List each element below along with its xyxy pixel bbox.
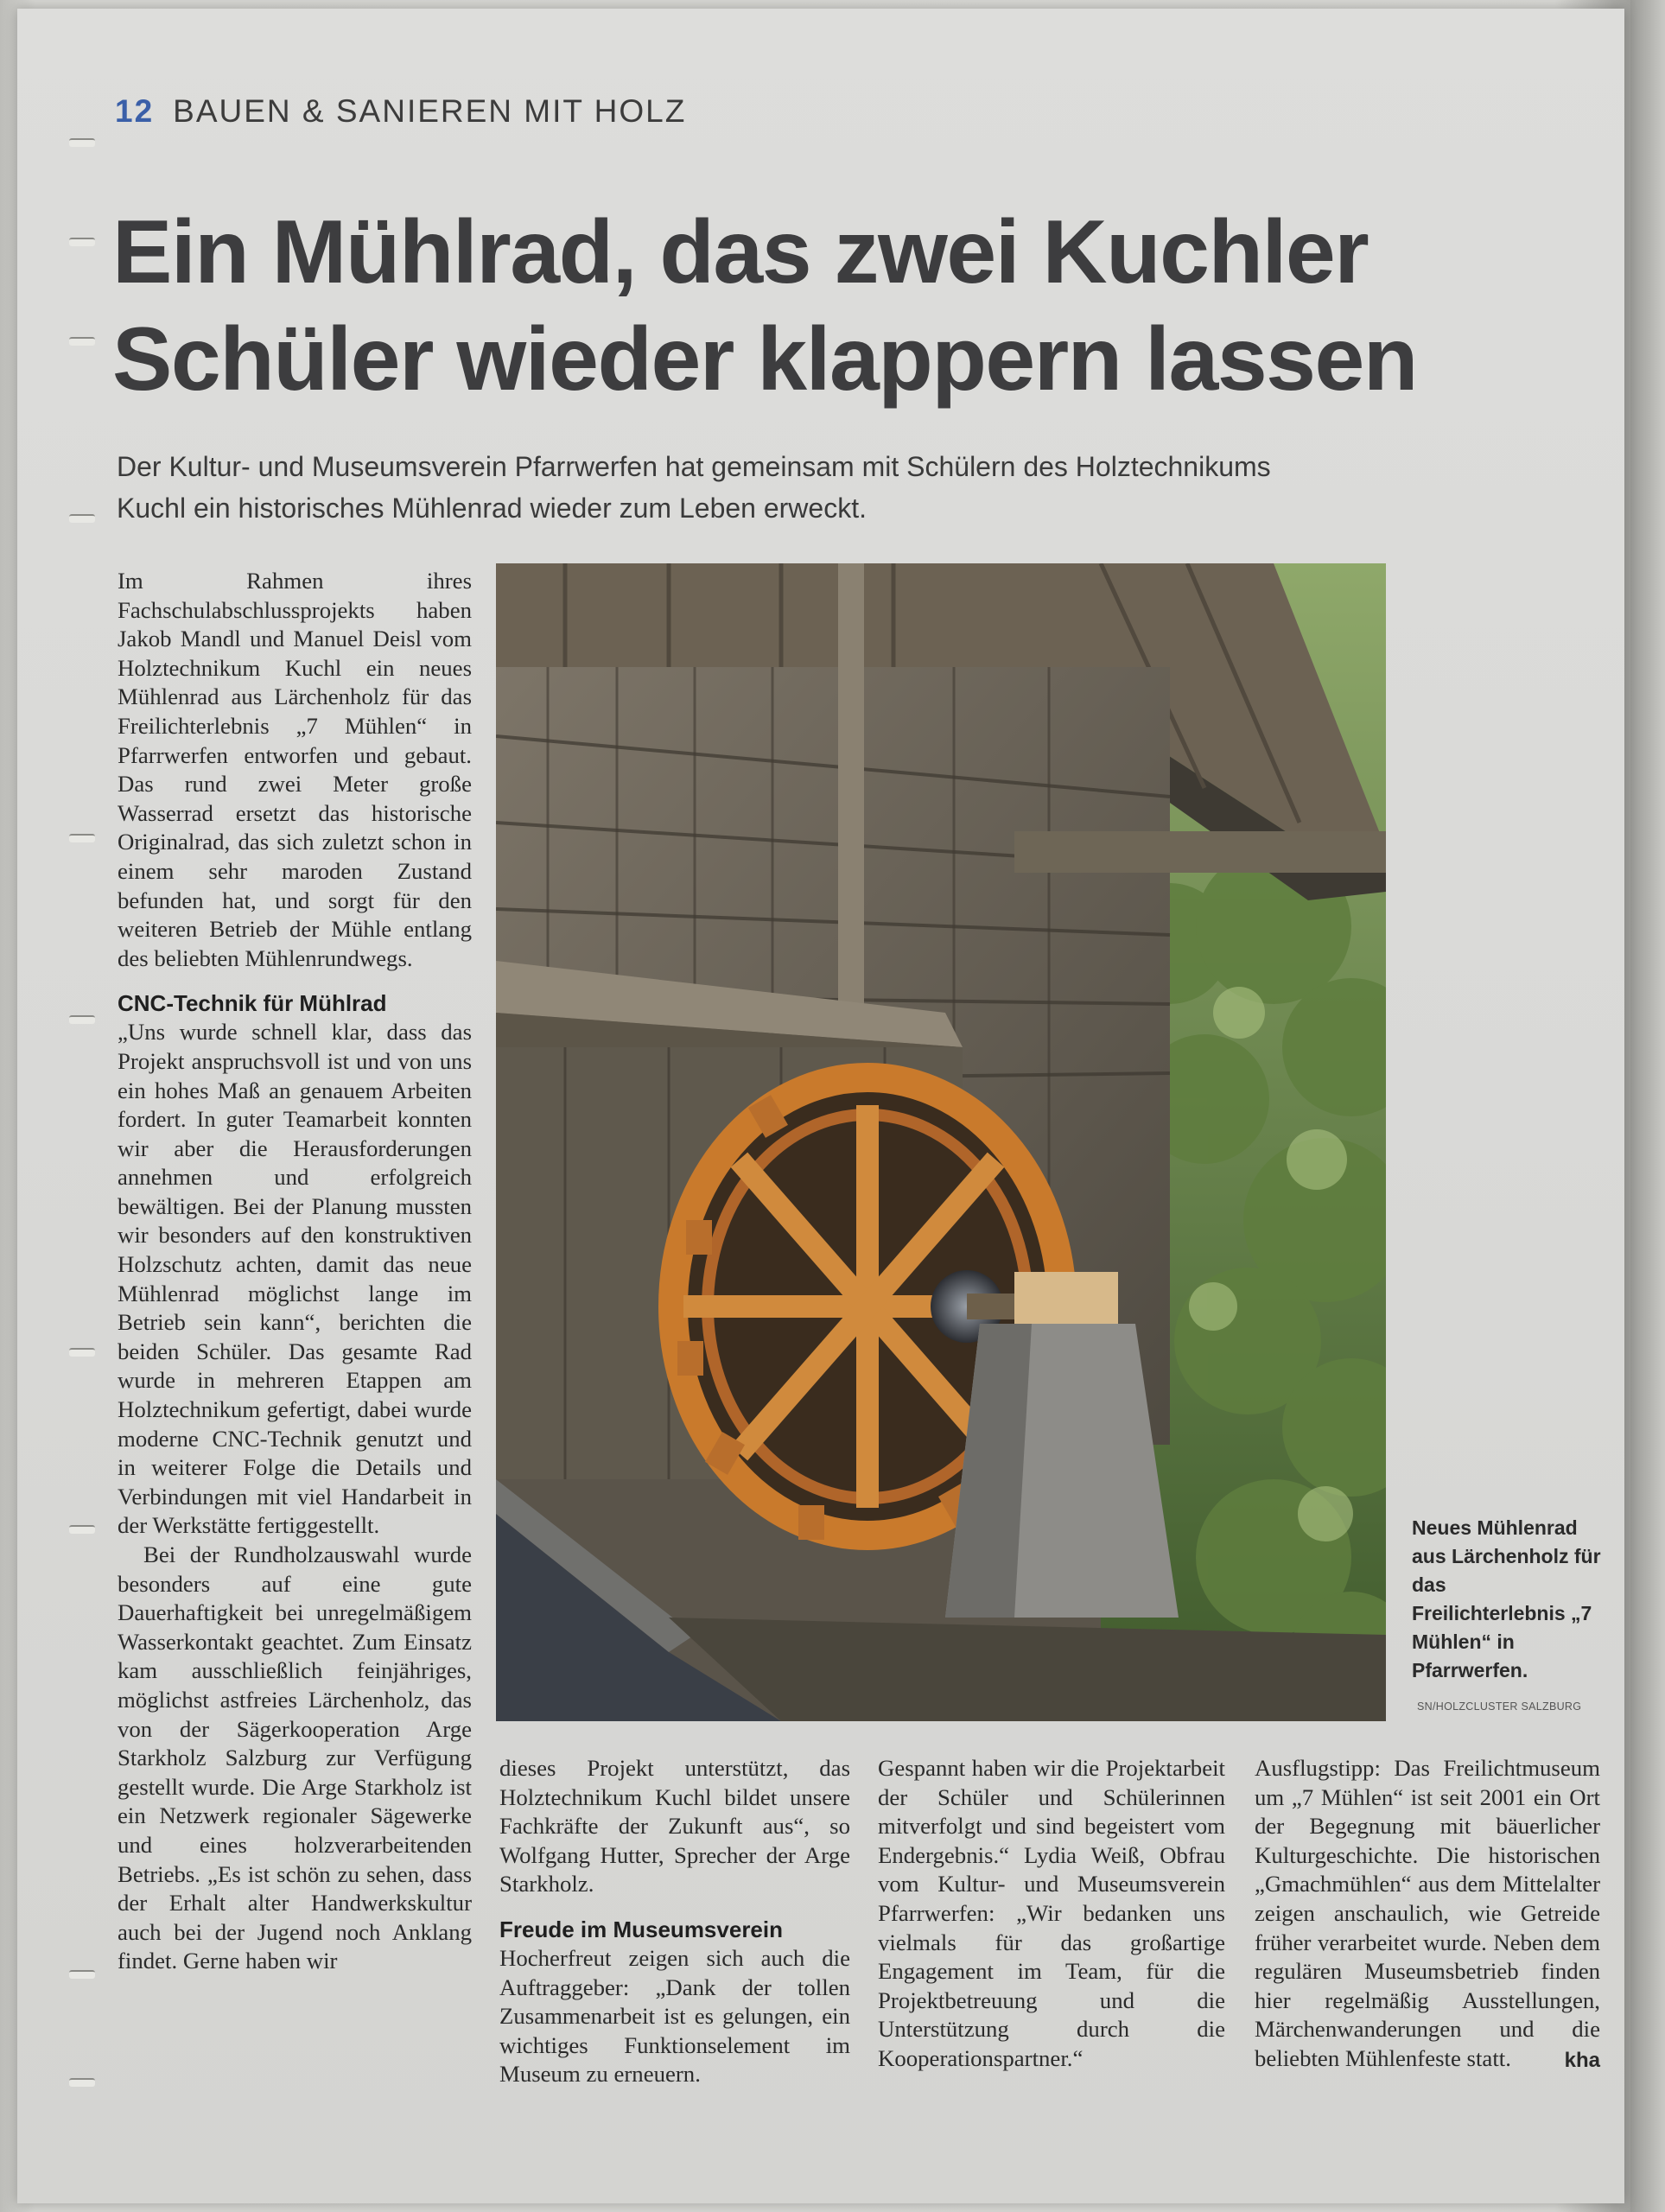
article-column-1	[118, 567, 472, 1976]
binding-mark	[69, 1348, 95, 1357]
next-page-edge	[1630, 0, 1665, 2212]
paragraph-text: Ausflugstipp: Das Freilichtmuseum um „7 Mühlen“ ist seit 2001 ein Ort der Begegnung mit bäuerlicher Kulturgeschichte. Die historischen „Gmachmühlen“ aus dem Mittelalter zeigen anschaulich, wie Getreide früher verarbeitet wurde. Neben dem regulären Museumsbetrieb finden hier regelmäßig Ausstellungen, Märchenwanderungen und die beliebten Mühlenfeste statt.	[1255, 1755, 1600, 2071]
paragraph: Bei der Rundholzauswahl wurde besonders auf eine gute Dauerhaftigkeit bei unregelmäßigem Wasserkontakt geachtet. Zum Einsatz kam ausschließlich feinjähriges, möglichst astfreies Lärchenholz, das von der Sägerkooperation Arge Starkholz Salzburg zur Verfügung gestellt wurde. Die Arge Starkholz ist ein Netzwerk regionaler Sägewerke und eines holzverarbeitenden Betriebs. „Es ist schön zu sehen, dass der Erhalt alter Handwerkskultur auch bei der Jugend noch Anklang findet. Gerne haben wir	[118, 1541, 472, 1974]
subheading: Freude im Museumsverein	[499, 1916, 783, 1942]
binding-mark	[69, 834, 95, 842]
article-column-3	[878, 1754, 1225, 2074]
subheading: CNC-Technik für Mühlrad	[118, 990, 387, 1017]
binding-mark	[69, 1015, 95, 1024]
paragraph: „Uns wurde schnell klar, dass das Projekt anspruchsvoll ist und von uns ein hohes Maß an genauem Arbeiten fordert. In guter Teamarbeit konnten wir aber die Herausforderungen annehmen und erfolgreich bewältigen. Bei der Planung mussten wir besonders auf den konstruktiven Holzschutz achten, damit das neue Mühlenrad möglichst lange im Betrieb sein kann“, berichten die beiden Schüler. Das gesamte Rad wurde in mehreren Etappen am Holztechnikum gefertigt, dabei wurde moderne CNC-Technik genutzt und in weiterer Folge die Details und Verbindungen mit viel Handarbeit in der Werkstätte fertiggestellt.	[118, 1019, 472, 1539]
lead-line-1: Der Kultur- und Museumsverein Pfarrwerfen hat gemeinsam mit Schülern des Holztechnikums	[117, 451, 1271, 482]
lead-line-2: Kuchl ein historisches Mühlenrad wieder zum Leben erweckt.	[117, 493, 867, 524]
lead-paragraph	[117, 446, 1482, 529]
binding-mark	[69, 138, 95, 147]
article-column-4	[1255, 1754, 1600, 2075]
page-header	[115, 93, 686, 130]
paragraph: Hocherfreut zeigen sich auch die Auftraggeber: „Dank der tollen Zusammenarbeit ist es gelungen, ein wichtiges Funktionselement im Museum zu erneuern.	[499, 1944, 850, 2088]
binding-mark	[69, 2078, 95, 2087]
headline	[112, 199, 1616, 413]
mill-wheel-photo	[496, 563, 1386, 1721]
paragraph: Im Rahmen ihres Fachschulabschlussprojekts haben Jakob Mandl und Manuel Deisl vom Holztechnikum Kuchl ein neues Mühlenrad aus Lärchenholz für das Freilichterlebnis „7 Mühlen“ in Pfarrwerfen entworfen und gebaut. Das rund zwei Meter große Wasserrad ersetzt das historische Originalrad, das sich zuletzt schon in einem sehr maroden Zustand befunden hat, und sorgt für den weiteren Betrieb der Mühle entlang des beliebten Mühlenrundwegs.	[118, 568, 472, 971]
page-number: 12	[115, 93, 155, 129]
binding-mark	[69, 1970, 95, 1979]
photo-caption: Neues Mühlenrad aus Lärchenholz für das Freilichterlebnis „7 Mühlen“ in Pfarrwerfen.	[1412, 1516, 1601, 1681]
headline-line-1: Ein Mühlrad, das zwei Kuchler	[112, 202, 1369, 302]
binding-mark	[69, 1525, 95, 1534]
binding-mark	[69, 238, 95, 246]
paragraph	[1255, 1754, 1600, 2074]
article-column-2	[499, 1754, 850, 2089]
binding-mark	[69, 337, 95, 346]
photo-credit: SN/HOLZCLUSTER SALZBURG	[1417, 1700, 1582, 1713]
section-title: BAUEN & SANIEREN MIT HOLZ	[173, 93, 687, 129]
author-signature: kha	[1564, 2048, 1600, 2072]
paragraph: dieses Projekt unterstützt, das Holztechnikum Kuchl bildet unsere Fachkräfte der Zukunft aus“, so Wolfgang Hutter, Sprecher der Arge Starkholz.	[499, 1755, 850, 1897]
binding-mark	[69, 514, 95, 523]
mill-wheel-illustration	[496, 563, 1386, 1721]
paragraph: Gespannt haben wir die Projektarbeit der Schüler und Schülerinnen mitverfolgt und sind begeistert vom Endergebnis.“ Lydia Weiß, Obfrau vom Kultur- und Museumsverein Pfarrwerfen: „Wir bedanken uns vielmals für das großartige Engagement im Team, für die Projektbetreuung und die Unterstützung durch die Kooperationspartner.“	[878, 1755, 1225, 2071]
headline-line-2: Schüler wieder klappern lassen	[112, 309, 1417, 410]
